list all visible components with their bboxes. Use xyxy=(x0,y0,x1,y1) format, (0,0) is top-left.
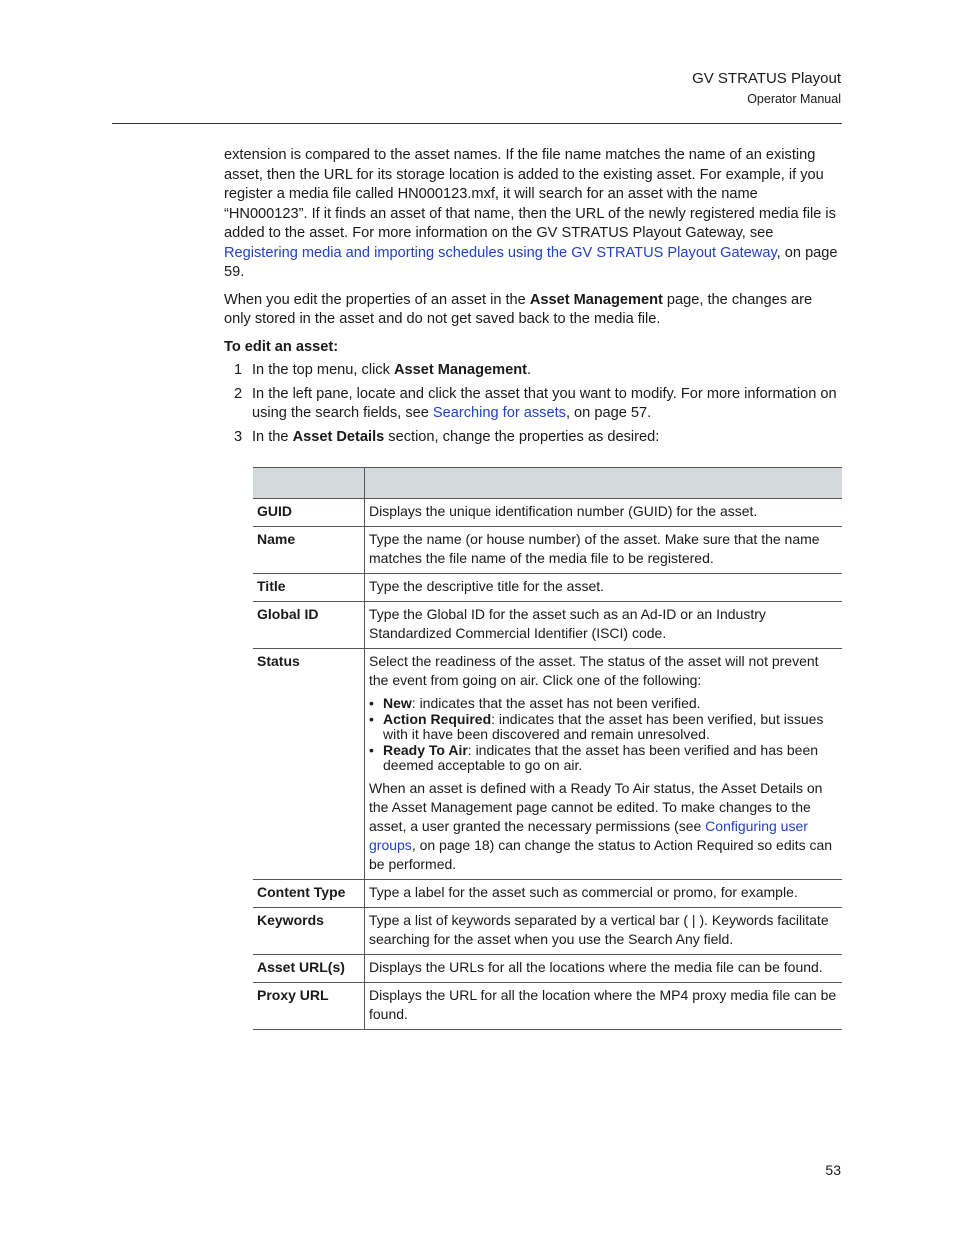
list-item xyxy=(369,712,838,742)
step-number: 2 xyxy=(234,385,243,402)
intro-p2-bold: Asset Management xyxy=(529,291,663,308)
intro-paragraph-2 xyxy=(224,291,842,330)
step-bold: Asset Details xyxy=(292,428,385,445)
property-description: Type the descriptive title for the asset. xyxy=(365,574,843,602)
page-number: 53 xyxy=(825,1162,841,1178)
step-3 xyxy=(224,428,842,448)
link-configuring-user-groups[interactable]: Configuring user groups xyxy=(369,818,808,853)
table-header-cell xyxy=(365,468,843,499)
property-description: Type a list of keywords separated by a vertical bar ( | ). Keywords facilitate searching for the asset when you use the Search Any field. xyxy=(365,908,843,955)
step-text-end: section, change the properties as desired: xyxy=(384,428,660,445)
table-row xyxy=(253,574,842,602)
table-header-cell xyxy=(253,468,365,499)
step-1 xyxy=(224,361,842,381)
property-description: Type a label for the asset such as commercial or promo, for example. xyxy=(365,880,843,908)
property-name: GUID xyxy=(253,499,365,527)
property-description: Type the Global ID for the asset such as an Ad-ID or an Industry Standardized Commercial Identifier (ISCI) code. xyxy=(365,602,843,649)
intro-paragraph-1 xyxy=(224,146,842,283)
step-text-end: , on page 57. xyxy=(565,405,652,421)
header-product-title: GV STRATUS Playout xyxy=(692,70,841,87)
table-row xyxy=(253,602,842,649)
intro-p1-text: extension is compared to the asset names. If the file name matches the name of an existing asset, then the URL for its storage location is added to the existing asset. For example, if you register a media file called HN000123.mxf, it will search for an asset with the name “HN000123”. If it finds an asset of that name, then the URL of the newly registered media file is added to the asset. For more information on the GV STRATUS Playout Gateway, see xyxy=(224,147,836,241)
status-option-name: Action Required xyxy=(383,711,492,727)
status-option-text: : indicates that the asset has not been verified. xyxy=(411,695,701,711)
status-note-text: When an asset is defined with a Ready To Air status, the Asset Details on the Asset Management page cannot be edited. To make changes to the asset, a user granted the necessary permissions (see xyxy=(369,780,823,834)
table-row xyxy=(253,983,842,1030)
header-divider xyxy=(112,123,842,124)
link-registering-media[interactable]: Registering media and importing schedules using the GV STRATUS Playout Gateway xyxy=(224,244,777,261)
link-searching-for-assets[interactable]: Searching for assets xyxy=(432,405,566,421)
table-row xyxy=(253,880,842,908)
status-note xyxy=(369,779,838,874)
status-note-text-end: , on page 18) can change the status to Action Required so edits can be performed. xyxy=(369,837,833,872)
property-name: Content Type xyxy=(253,880,365,908)
status-option-name: Ready To Air xyxy=(383,742,468,758)
step-bold: Asset Management xyxy=(393,362,527,378)
step-number: 3 xyxy=(234,428,243,445)
step-text-end: . xyxy=(526,362,532,378)
asset-properties-table xyxy=(253,467,842,1030)
step-text: In the top menu, click xyxy=(252,362,394,378)
property-name: Asset URL(s) xyxy=(253,955,365,983)
status-option-name: New xyxy=(383,695,412,711)
table-row xyxy=(253,908,842,955)
intro-p2-text-b: page, the changes are only stored in the asset and do not get saved back to the media file. xyxy=(224,291,813,327)
property-name: Name xyxy=(253,527,365,574)
status-intro: Select the readiness of the asset. The status of the asset will not prevent the event from going on air. Click one of the following: xyxy=(369,653,819,688)
property-name: Global ID xyxy=(253,602,365,649)
step-text: In the left pane, locate and click the asset that you want to modify. For more information on using the search fields, see xyxy=(252,385,837,421)
table-header-row xyxy=(253,468,842,499)
step-number: 1 xyxy=(234,362,243,378)
property-description: Type the name (or house number) of the asset. Make sure that the name matches the file name of the media file to be registered. xyxy=(365,527,843,574)
header-manual-subtitle: Operator Manual xyxy=(747,92,841,106)
step-text: In the xyxy=(252,428,293,445)
property-name: Status xyxy=(253,649,365,880)
status-option-text: : indicates that the asset has been verified, but issues with it have been discovered and remain unresolved. xyxy=(383,711,824,742)
list-item xyxy=(369,743,838,773)
intro-p2-text-a: When you edit the properties of an asset in the xyxy=(224,291,530,308)
table-row xyxy=(253,499,842,527)
property-description xyxy=(365,649,843,880)
status-option-text: : indicates that the asset has been verified and has been deemed acceptable to go on air. xyxy=(383,742,819,773)
list-item xyxy=(369,696,838,711)
intro-p1-tail: , on page 59. xyxy=(224,244,838,280)
step-2 xyxy=(224,385,842,424)
property-name: Title xyxy=(253,574,365,602)
property-description: Displays the URL for all the location where the MP4 proxy media file can be found. xyxy=(365,983,843,1030)
main-content xyxy=(224,146,842,451)
table-row xyxy=(253,955,842,983)
property-name: Proxy URL xyxy=(253,983,365,1030)
table-row xyxy=(253,527,842,574)
property-name: Keywords xyxy=(253,908,365,955)
status-options-list xyxy=(369,696,838,773)
property-description: Displays the URLs for all the locations where the media file can be found. xyxy=(365,955,843,983)
procedure-heading: To edit an asset: xyxy=(224,338,339,355)
table-row xyxy=(253,649,842,880)
property-description: Displays the unique identification number (GUID) for the asset. xyxy=(365,499,843,527)
procedure-steps xyxy=(224,361,842,447)
